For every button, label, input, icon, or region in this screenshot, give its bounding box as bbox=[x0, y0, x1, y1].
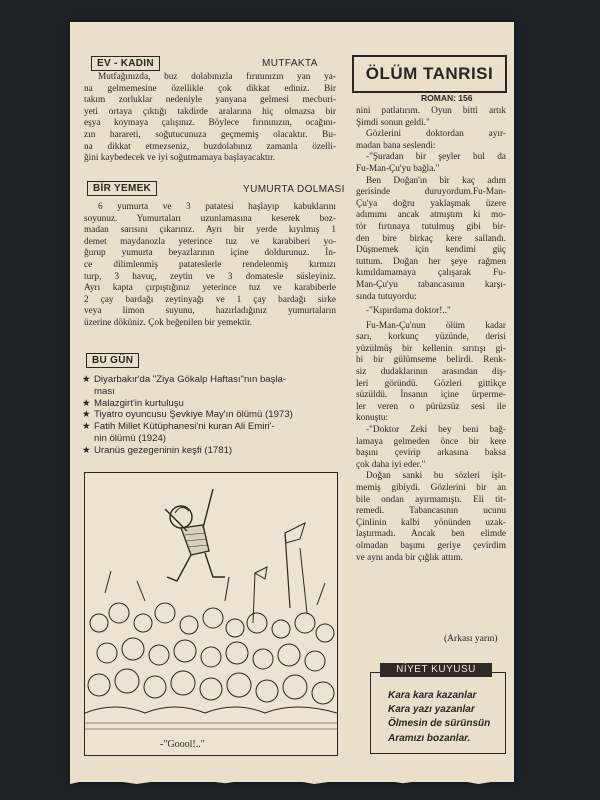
text-line: remedi. Tabancasının ucunu bbox=[356, 506, 506, 517]
text-line: çok daha iyi eder." bbox=[356, 459, 426, 470]
text-line: 6 yumurta ve 3 patatesi haşlayıp kabuklarını bbox=[98, 202, 336, 212]
text-line: na dikkat etmezseniz, buzdolabınız zamanla özelli- bbox=[84, 141, 336, 152]
text-line: başını çevirip arkasına baksa bbox=[356, 448, 506, 459]
text-line: ce dilimlenmiş patateslerle rendelenmiş kırmızı bbox=[84, 259, 336, 270]
bugun-event-text: nin ölümü (1924) bbox=[94, 432, 166, 444]
text-line: Ben Doğan'ın bir kaç adım bbox=[366, 175, 506, 186]
text-line: ler veren o pürüzsüz sesi ile bbox=[356, 401, 506, 412]
niyet-kuyusu-tag: NİYET KUYUSU bbox=[380, 663, 492, 677]
text-line: ğurup yumurta beyazlarının içine doldurunuz. İn- bbox=[84, 248, 336, 259]
text-line: Çu'ya doğru yaklaşmak üzere bbox=[356, 198, 506, 209]
text-line: kımıldamamaya çalışarak Fu- bbox=[356, 268, 506, 279]
star-icon: ★ bbox=[82, 444, 91, 456]
serial-title: ÖLÜM TANRISI bbox=[352, 55, 507, 93]
star-icon: ★ bbox=[82, 409, 91, 421]
text-line: madan bana seslendi: bbox=[356, 140, 436, 151]
text-line: tuttum. Doğan her şeye rağmen bbox=[356, 256, 506, 267]
text-line: siz dudaklarının arasından diş- bbox=[356, 367, 506, 378]
text-line: bile ondan ayırmamıştı. Eli tit- bbox=[356, 494, 506, 505]
serial-story bbox=[356, 106, 506, 564]
text-line: Fu-Man-Çu'nun ölüm kadar bbox=[366, 320, 506, 331]
text-line: laştırmadı. Ancak ben elimde bbox=[356, 529, 506, 540]
story-paragraph bbox=[356, 106, 506, 129]
text-line: demet maydanozla yeterince tuz ve karabiberi yo- bbox=[84, 236, 336, 247]
text-line: madan sarısını çıkarınız. Ayrı bir yerde kıyılmış 1 bbox=[84, 225, 336, 236]
text-line: konuştu: bbox=[356, 413, 389, 424]
verse-line: Aramızı bozanlar. bbox=[388, 732, 471, 744]
star-icon: ★ bbox=[82, 421, 91, 433]
verse-line: Kara yazı yazanlar bbox=[388, 704, 475, 716]
bugun-event-text: Fatih Millet Kütüphanesi'ni kuran Ali Emiri'- bbox=[94, 421, 275, 433]
bugun-event bbox=[82, 421, 332, 445]
text-line: lamaya gelmeden önce bir kere bbox=[356, 436, 506, 447]
text-line: sarı, korkunç yüzünde, derisi bbox=[356, 332, 506, 343]
cartoon-caption: -"Goool!.." bbox=[160, 739, 205, 750]
text-line: Çinlinin kalbi yönünden uzak- bbox=[356, 517, 506, 528]
text-line: yeti ortaya çıktığı takdirde aralarına hiç olmazsa bir bbox=[84, 106, 336, 117]
niyet-kuyusu-verse bbox=[388, 689, 490, 746]
text-line: Şimdi sonun geldi." bbox=[356, 117, 430, 128]
section-tag-bir-yemek: BİR YEMEK bbox=[87, 181, 157, 196]
text-line: na gelmemesine özellikle çok dikkat ediniz. Bir bbox=[84, 83, 336, 94]
bugun-event-text: Tiyatro oyuncusu Şevkiye May'ın ölümü (1973) bbox=[94, 409, 293, 421]
text-line: yüzülmüş bir kellenin sırıtışı gi- bbox=[356, 343, 506, 354]
story-paragraph bbox=[356, 176, 506, 304]
star-icon: ★ bbox=[82, 374, 91, 385]
text-line: Düşmemek için kendimi güç bbox=[356, 245, 506, 256]
cartoon-panel bbox=[84, 472, 338, 756]
bugun-event bbox=[82, 409, 332, 421]
text-line: Ayrı kapta çırpıştığınız yeterince tuz ve karabiberle bbox=[84, 283, 336, 294]
yemek-article bbox=[84, 202, 336, 330]
text-line: üzerine döküniz. Çok beğenilen bir yemektir. bbox=[84, 317, 253, 328]
text-line: Man-Çu'yu tabancasının karşı- bbox=[356, 279, 506, 290]
mutfak-article bbox=[84, 72, 336, 165]
text-line: leri göründü. Gözleri gittikçe bbox=[356, 378, 506, 389]
arkasi-yarin: (Arkası yarın) bbox=[444, 634, 498, 644]
text-line: bi bir gülümseme belirdi. Renk- bbox=[356, 355, 506, 366]
story-paragraph bbox=[356, 321, 506, 425]
text-line: adımımı ancak atmıştım ki mo- bbox=[356, 210, 506, 221]
bugun-event-text: Malazgirt'in kurtuluşu bbox=[94, 397, 184, 409]
text-line: ve aynı anda bir çığlık attım. bbox=[356, 552, 463, 563]
star-icon: ★ bbox=[82, 397, 91, 409]
verse-line: Kara kara kazanlar bbox=[388, 690, 477, 701]
text-line: -"Şuradan bir şeyler bul da bbox=[366, 152, 506, 163]
text-line: nini patlatırım. Oyun bitti artık bbox=[356, 106, 506, 116]
section-heading-mutfakta: MUTFAKTA bbox=[262, 58, 318, 69]
text-line: 2 çay bardağı zeytinyağı ve 1 çay bardağı sirke bbox=[84, 294, 336, 305]
cartoon-football-fans-illustration bbox=[85, 473, 337, 755]
roman-episode: ROMAN: 156 bbox=[421, 93, 473, 103]
bugun-event-text: Diyarbakır'da "Ziya Gökalp Haftası"nın başla- bbox=[94, 374, 287, 385]
story-paragraph bbox=[356, 129, 506, 152]
text-line: veya limon suyunu, hazırladığınız yumurtaların bbox=[84, 306, 336, 317]
story-paragraph bbox=[356, 152, 506, 175]
text-line: memiş gibiydi. Gözlerini bir an bbox=[356, 483, 506, 493]
text-line: -"Kıpırdama doktor!.." bbox=[366, 306, 451, 317]
text-line: Mutfağınızda, buz dolabınızla fırınınızın yan ya- bbox=[98, 72, 336, 82]
text-line: Gözlerini doktordan ayır- bbox=[366, 129, 506, 140]
text-line: olmadan başımı geriye çevirdim bbox=[356, 540, 506, 551]
bugun-event-text: ması bbox=[94, 385, 115, 397]
bugun-event bbox=[82, 398, 332, 410]
section-tag-bu-gun: BU GÜN bbox=[86, 353, 139, 368]
text-line: tör fırtınaya tutulmuş gibi bir- bbox=[356, 221, 506, 232]
section-heading-yumurta-dolmasi: YUMURTA DOLMASI bbox=[243, 184, 345, 195]
text-line: Doğan sanki bu sözleri işit- bbox=[366, 471, 506, 482]
bugun-event-text: Uranüs gezegeninin keşfi (1781) bbox=[94, 444, 233, 456]
bugun-event bbox=[82, 445, 332, 457]
text-line: ğini kaybedecek ve iyi soğutmamaya başlayacaktır. bbox=[84, 153, 276, 164]
story-paragraph bbox=[356, 425, 506, 471]
text-line: turp, 3 havuç, zeytin ve 3 domatesle süsleyiniz. bbox=[84, 271, 336, 282]
text-line: sında tutuyordu: bbox=[356, 291, 417, 302]
bugun-event bbox=[82, 374, 332, 398]
story-paragraph bbox=[356, 306, 506, 318]
text-line: eşya koymaya çalışınız. Böylece fırınınızın, ocağını- bbox=[84, 118, 336, 129]
text-line: süzüldü. İnsanın içine ürperme- bbox=[356, 390, 506, 401]
text-line: gerisinde duruyordum.Fu-Man- bbox=[356, 187, 506, 198]
section-tag-ev-kadin: EV - KADIN bbox=[91, 56, 160, 71]
text-line: takım zorluklar nedeniyle yanyana gelmesi mecburi- bbox=[84, 95, 336, 106]
text-line: soyunuz. Yumurtaları uzunlamasına keserek boz- bbox=[84, 213, 336, 224]
bugun-events-list bbox=[82, 374, 332, 457]
text-line: den bire birkaç kere sallandı. bbox=[356, 233, 506, 244]
text-line: -"Doktor Zeki bey beni bağ- bbox=[366, 425, 506, 436]
text-line: Fu-Man-Çu'yu bağla." bbox=[356, 163, 440, 174]
text-line: zın harareti, soğutucunuza geçmemiş olacaktır. Bu- bbox=[84, 129, 336, 140]
verse-line: Ölmesin de sürünsün bbox=[388, 718, 491, 730]
story-paragraph bbox=[356, 471, 506, 564]
